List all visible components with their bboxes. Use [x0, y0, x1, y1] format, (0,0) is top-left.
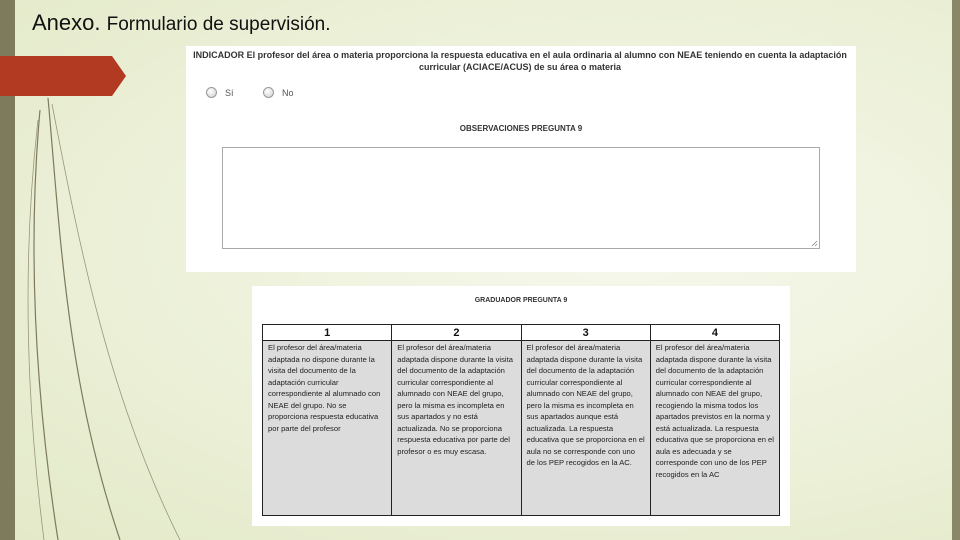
rubric-header-2: 2 — [392, 325, 521, 341]
title-rest: Formulario de supervisión. — [106, 14, 331, 35]
rubric-panel — [252, 286, 790, 526]
slide-title — [32, 10, 331, 36]
rubric-header-4: 4 — [650, 325, 779, 341]
right-accent-bar — [952, 0, 960, 540]
observations-label: OBSERVACIONES PREGUNTA 9 — [459, 124, 583, 133]
rubric-cell-4: El profesor del área/materia adaptada dispone durante la visita del documento de la adaptación curricular correspondiente al alumnado con NEAE del grupo, recogiendo la misma todos los apartados previstos en la norma y está actualizada. La respuesta educativa que se proporciona en el aula es adecuada y se corresponde con uno de los PEP recogidos en la AC — [650, 341, 779, 516]
rubric-cell-3: El profesor del área/materia adaptada dispone durante la visita del documento de la adaptación curricular correspondiente al alumnado con NEAE del grupo, pero la misma es incompleta en sus apartados aunque está actualizada. La respuesta educativa que se proporciona en el aula no se corresponde con uno de los PEP recogidos en la AC. — [521, 341, 650, 516]
indicator-text: INDICADOR El profesor del área o materia proporciona la respuesta educativa en el aula ordinaria al alumno con NEAE teniendo en cuenta la adaptación curricular (ACIACE/ACUS) de su área o materia — [193, 50, 847, 72]
title-prefix: Anexo. — [32, 10, 101, 35]
option-si[interactable] — [206, 87, 234, 98]
radio-si[interactable] — [206, 87, 217, 98]
option-si-label: Sí — [225, 87, 234, 98]
form-panel — [186, 46, 856, 272]
rubric-cell-2: El profesor del área/materia adaptada dispone durante la visita del documento de la adaptación curricular correspondiente al alumnado con NEAE del grupo, pero la misma es incompleta en sus apartados y no está actualizada. No se proporciona respuesta educativa por parte del profesor o es muy escasa. — [392, 341, 521, 516]
rubric-header-3: 3 — [521, 325, 650, 341]
rubric-title: GRADUADOR PREGUNTA 9 — [474, 297, 568, 304]
red-title-tab — [0, 56, 126, 96]
option-no[interactable] — [263, 87, 294, 98]
rubric-cell-1: El profesor del área/materia adaptada no dispone durante la visita del documento de la adaptación curricular correspondiente al alumnado con NEAE del grupo. No se proporciona respuesta educativa por parte del profesor — [263, 341, 392, 516]
rubric-header-row — [263, 325, 780, 341]
observations-textarea[interactable] — [222, 147, 820, 249]
rubric-body-row — [263, 341, 780, 516]
resize-grip-icon[interactable] — [811, 240, 818, 247]
radio-no[interactable] — [263, 87, 274, 98]
rubric-table — [262, 324, 780, 516]
rubric-header-1: 1 — [263, 325, 392, 341]
option-no-label: No — [282, 87, 294, 98]
